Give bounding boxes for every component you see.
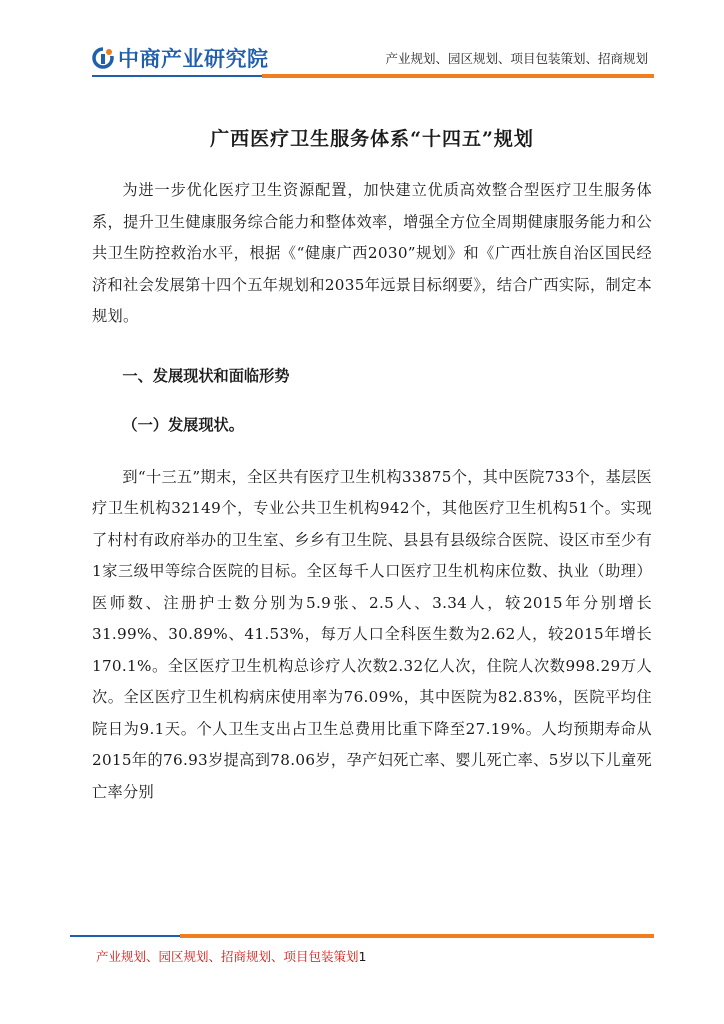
header-divider-blue — [92, 75, 262, 77]
intro-paragraph: 为进一步优化医疗卫生资源配置，加快建立优质高效整合型医疗卫生服务体系，提升卫生健康服务综合能力和整体效率，增强全方位全周期健康服务能力和公共卫生防控救治水平，根据《“健康广西2030”规划》和《广西壮族自治区国民经济和社会发展第十四个五年规划和2035年远景目标纲要》，结合广西实际，制定本规划。 — [92, 181, 652, 325]
page-footer — [96, 947, 366, 965]
page-number: 1 — [358, 949, 367, 964]
document-title: 广西医疗卫生服务体系“十四五”规划 — [210, 128, 534, 150]
header-tagline: 产业规划、园区规划、项目包装策划、招商规划 — [385, 51, 648, 66]
company-logo — [92, 44, 269, 72]
footer-divider-orange — [180, 934, 654, 938]
page-header — [0, 0, 724, 90]
body-paragraph: 到“十三五”期末，全区共有医疗卫生机构33875个，其中医院733个，基层医疗卫生机构32149个，专业公共卫生机构942个，其他医疗卫生机构51个。实现了村村有政府举办的卫生室、乡乡有卫生院、县县有县级综合医院、设区市至少有1家三级甲等综合医院的目标。全区每千人口医疗卫生机构床位数、执业（助理）医师数、注册护士数分别为5.9张、2.5人、3.34人，较2015年分别增长31.99%、30.89%、41.53%，每万人口全科医生数为2.62人，较2015年增长170.1%。全区医疗卫生机构总诊疗人次数2.32亿人次，住院人次数998.29万人次。全区医疗卫生机构病床使用率为76.09%，其中医院为82.83%，医院平均住院日为9.1天。个人卫生支出占卫生总费用比重下降至27.19%。人均预期寿命从2015年的76.93岁提高到78.06岁，孕产妇死亡率、婴儿死亡率、5岁以下儿童死亡率分别 — [92, 467, 652, 801]
header-divider-orange — [262, 74, 654, 78]
subsection-heading: （一）发展现状。 — [122, 416, 244, 434]
section-heading: 一、发展现状和面临形势 — [122, 366, 290, 385]
logo-text: 中商产业研究院 — [118, 47, 269, 71]
footer-divider-blue — [70, 935, 180, 937]
footer-tagline: 产业规划、园区规划、招商规划、项目包装策划 — [96, 949, 359, 964]
document-body — [92, 118, 652, 808]
logo-icon — [92, 47, 114, 69]
